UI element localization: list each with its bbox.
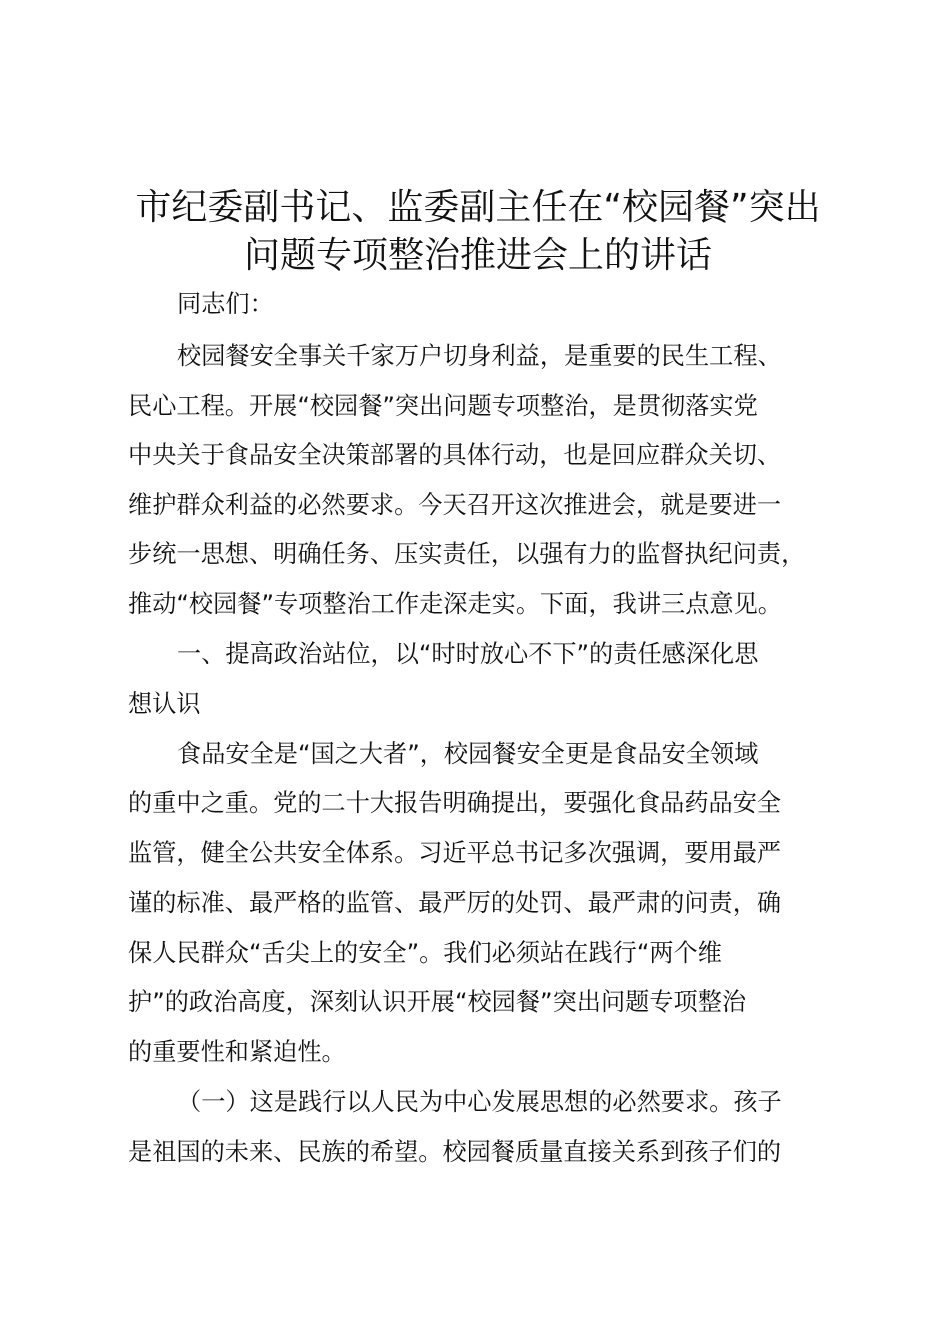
document-title-line-2: 问题专项整治推进会上的讲话 — [243, 235, 712, 276]
salutation: 同志们： — [177, 290, 274, 318]
paragraph-line: 校园餐安全事关千家万户切身利益，是重要的民生工程、 — [177, 342, 782, 370]
paragraph-line: 谨的标准、最严格的监管、最严厉的处罚、最严肃的问责，确 — [128, 889, 782, 917]
paragraph-line: 推动“校园餐”专项整治工作走深走实。下面，我讲三点意见。 — [128, 590, 782, 618]
paragraph-line: 护”的政治高度，深刻认识开展“校园餐”突出问题专项整治 — [128, 988, 747, 1016]
paragraph-line: 的重中之重。党的二十大报告明确提出，要强化食品药品安全 — [128, 789, 782, 817]
paragraph-line: 食品安全是“国之大者”，校园餐安全更是食品安全领域 — [177, 740, 759, 768]
paragraph-line: 民心工程。开展“校园餐”突出问题专项整治，是贯彻落实党 — [128, 392, 758, 420]
document-title-line-1: 市纪委副书记、监委副主任在“校园餐”突出 — [135, 187, 821, 228]
paragraph-line: 的重要性和紧迫性。 — [128, 1038, 346, 1066]
paragraph-line: 监管，健全公共安全体系。习近平总书记多次强调，要用最严 — [128, 839, 782, 867]
paragraph-line: 步统一思想、明确任务、压实责任，以强有力的监督执纪问责， — [128, 540, 806, 568]
paragraph-line: （一）这是践行以人民为中心发展思想的必然要求。孩子 — [177, 1088, 782, 1116]
section-heading: 一、提高政治站位，以“时时放心不下”的责任感深化思 — [177, 640, 759, 668]
paragraph-line: 保人民群众“舌尖上的安全”。我们必须站在践行“两个维 — [128, 939, 722, 967]
paragraph-line: 维护群众利益的必然要求。今天召开这次推进会，就是要进一 — [128, 491, 782, 519]
paragraph-line: 是祖国的未来、民族的希望。校园餐质量直接关系到孩子们的 — [128, 1138, 782, 1166]
paragraph-line: 中央关于食品安全决策部署的具体行动，也是回应群众关切、 — [128, 441, 782, 469]
section-heading: 想认识 — [128, 690, 201, 718]
